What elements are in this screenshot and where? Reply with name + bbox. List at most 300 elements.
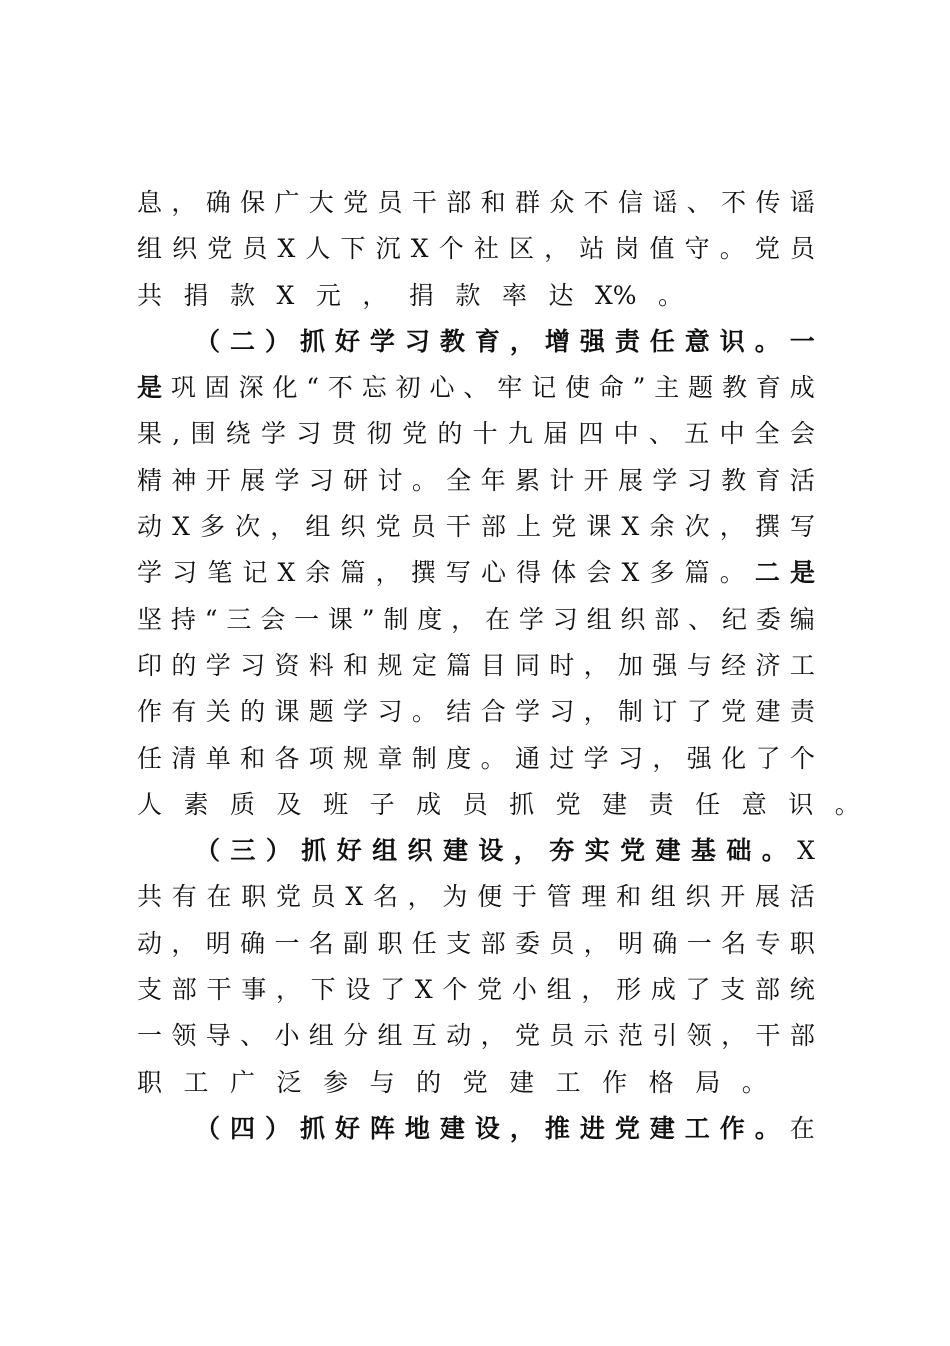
text-char: 人: [137, 789, 163, 819]
text-char: 一: [137, 1021, 163, 1051]
text-char: 值: [649, 234, 675, 264]
text-line: [137, 921, 815, 967]
text-line: [137, 504, 815, 550]
text-char: 分: [343, 1021, 369, 1051]
text-char: 任: [411, 928, 437, 958]
text-char: ，: [451, 604, 477, 634]
text-char: 名: [308, 928, 334, 958]
text-char: 织: [685, 882, 711, 912]
text-char: 识: [788, 789, 814, 819]
text-segment: [137, 1060, 138, 1061]
text-char: 织: [172, 234, 198, 264]
text-char: 研: [343, 465, 369, 495]
text-char: 年: [480, 465, 506, 495]
text-char: 记: [242, 558, 268, 588]
text-char: 班: [323, 789, 349, 819]
text-char: ，: [544, 234, 570, 264]
text-char: X: [276, 280, 295, 310]
bold-text-segment: [137, 365, 138, 366]
text-char: 习: [296, 419, 322, 449]
text-char: 明: [618, 928, 644, 958]
text-char: 社: [473, 234, 499, 264]
text-char: 编: [789, 604, 815, 634]
text-char: 成: [789, 373, 815, 403]
text-char: 中: [719, 419, 745, 449]
text-segment: [137, 689, 138, 690]
text-char: 学: [518, 604, 544, 634]
text-char: 任: [695, 789, 721, 819]
text-line: [137, 550, 815, 596]
bold-text-char: 推: [544, 1113, 570, 1143]
text-char: 开: [205, 465, 231, 495]
text-char: 率: [501, 280, 527, 310]
text-char: 会: [586, 558, 612, 588]
text-segment: [137, 411, 138, 412]
text-char: 便: [477, 882, 503, 912]
text-char: 会: [789, 419, 815, 449]
text-char: 、: [648, 419, 674, 449]
text-char: 副: [343, 928, 369, 958]
text-char: ，: [480, 1021, 506, 1051]
text-char: 课: [586, 512, 612, 542]
text-char: 人: [305, 234, 331, 264]
text-char: 范: [618, 1021, 644, 1051]
text-char: 了: [755, 743, 781, 773]
text-char: ，: [721, 1021, 747, 1051]
text-segment: [137, 550, 138, 551]
text-char: 心: [429, 373, 455, 403]
text-char: ，: [171, 928, 197, 958]
text-char: 深: [238, 373, 264, 403]
text-char: 全: [446, 465, 472, 495]
text-char: 动: [137, 928, 163, 958]
text-char: 款: [230, 280, 256, 310]
text-char: 展: [755, 882, 781, 912]
text-char: 加: [618, 650, 644, 680]
text-char: 与: [686, 650, 712, 680]
text-segment: [137, 1106, 138, 1107]
text-char: 撰: [754, 512, 780, 542]
text-segment: [137, 504, 138, 505]
text-char: 在: [789, 1113, 815, 1143]
text-segment: [137, 458, 138, 459]
bold-text-char: 一: [789, 326, 815, 356]
text-char: 活: [789, 882, 815, 912]
text-char: 确: [652, 928, 678, 958]
text-line: [137, 597, 815, 643]
text-char: 形: [616, 975, 642, 1005]
text-char: 确: [205, 188, 231, 217]
text-char: 目: [480, 650, 506, 680]
text-char: 局: [695, 1067, 721, 1097]
bold-text-char: ，: [509, 1113, 535, 1143]
text-char: 广: [230, 1067, 256, 1097]
bold-text-char: 抓: [301, 836, 327, 866]
bold-text-char: 好: [336, 836, 362, 866]
text-char: 撰: [410, 558, 436, 588]
text-char: 规: [377, 650, 403, 680]
text-char: 下: [310, 975, 336, 1005]
bold-text-char: 三: [230, 836, 256, 866]
bold-text-char: 抓: [299, 1113, 325, 1143]
text-char: 一: [274, 928, 300, 958]
text-line: [137, 273, 815, 319]
text-char: 篇: [446, 650, 472, 680]
text-char: 组: [305, 512, 331, 542]
text-char: 部: [755, 975, 781, 1005]
text-char: 事: [241, 975, 267, 1005]
text-char: 建: [509, 1067, 535, 1097]
text-char: ，: [581, 975, 607, 1005]
bold-text-char: ，: [509, 326, 535, 356]
text-char: 化: [272, 373, 298, 403]
text-char: 计: [549, 465, 575, 495]
text-char: 题: [308, 697, 334, 727]
text-char: 持: [170, 604, 196, 634]
text-char: 干: [206, 975, 232, 1005]
text-char: 经: [721, 650, 747, 680]
bold-text-char: 夯: [549, 836, 575, 866]
text-char: 党: [343, 188, 369, 217]
text-char: 达: [548, 280, 574, 310]
text-char: 、: [240, 1021, 266, 1051]
text-char: 员: [242, 234, 268, 264]
text-char: 站: [579, 234, 605, 264]
text-char: 十: [472, 419, 498, 449]
text-char: 篇: [340, 558, 366, 588]
text-char: 工: [789, 650, 815, 680]
text-segment: [137, 921, 138, 922]
text-char: 不: [583, 188, 609, 217]
text-char: 展: [618, 465, 644, 495]
bold-text-char: 二: [229, 326, 255, 356]
bold-text-char: 是: [137, 373, 163, 403]
text-char: ，: [652, 743, 678, 773]
text-char: 绕: [225, 419, 251, 449]
text-char: 神: [171, 465, 197, 495]
text-char: 上: [516, 512, 542, 542]
text-char: 工: [555, 1067, 581, 1097]
bold-text-char: 识: [719, 326, 745, 356]
text-char: 领: [686, 1021, 712, 1051]
bold-text-char: 。: [754, 326, 780, 356]
bold-text-char: 二: [754, 558, 780, 588]
text-char: 大: [308, 188, 334, 217]
text-char: 员: [410, 512, 436, 542]
text-line: [137, 411, 815, 457]
text-char: 固: [204, 373, 230, 403]
text-char: 中: [613, 419, 639, 449]
text-segment: [137, 874, 138, 875]
text-segment: [137, 226, 138, 227]
text-char: 使: [564, 373, 590, 403]
text-char: X: [621, 558, 640, 588]
text-char: 信: [618, 188, 644, 217]
text-char: 学: [261, 419, 287, 449]
bold-text-char: 抓: [299, 326, 325, 356]
text-char: 制: [411, 743, 437, 773]
bold-text-segment: [137, 828, 138, 829]
text-char: 和: [240, 743, 266, 773]
text-char: 守: [684, 234, 710, 264]
text-char: 会: [260, 604, 286, 634]
bold-text-char: （: [195, 836, 221, 866]
bold-text-char: 阵: [369, 1113, 395, 1143]
text-line: [137, 874, 815, 920]
text-char: X%: [594, 280, 637, 310]
text-char: 组: [546, 975, 572, 1005]
text-char: 素: [183, 789, 209, 819]
text-char: 展: [240, 465, 266, 495]
text-char: 时: [549, 650, 575, 680]
text-char: 课: [327, 604, 353, 634]
bold-text-char: 学: [369, 326, 395, 356]
bold-text-char: 工: [684, 1113, 710, 1143]
text-char: 建: [602, 789, 628, 819]
text-line: [137, 319, 815, 365]
text-line: [137, 458, 815, 504]
text-char: ，: [375, 558, 401, 588]
text-char: 保: [240, 188, 266, 217]
text-char: 初: [395, 373, 421, 403]
text-char: 作: [137, 697, 163, 727]
text-char: 。: [719, 558, 745, 588]
text-char: 成: [416, 789, 442, 819]
text-char: 干: [445, 512, 471, 542]
text-char: 一: [294, 604, 320, 634]
text-char: 员: [377, 188, 403, 217]
text-char: 通: [514, 743, 540, 773]
text-char: 活: [789, 465, 815, 495]
text-line: [137, 1060, 815, 1106]
text-char: 作: [602, 1067, 628, 1097]
text-char: 育: [755, 373, 781, 403]
text-char: 题: [688, 373, 714, 403]
text-char: 区: [508, 234, 534, 264]
text-char: 部: [654, 604, 680, 634]
text-char: 清: [171, 743, 197, 773]
text-char: 学: [514, 697, 540, 727]
text-char: “: [204, 604, 218, 634]
text-char: ”: [632, 373, 646, 403]
text-char: 五: [684, 419, 710, 449]
bold-text-char: 任: [649, 326, 675, 356]
text-char: 和: [480, 188, 506, 217]
text-char: 干: [755, 1021, 781, 1051]
text-char: 学: [205, 650, 231, 680]
text-char: 得: [516, 558, 542, 588]
text-char: 育: [755, 465, 781, 495]
text-char: 成: [650, 975, 676, 1005]
text-char: X: [277, 558, 296, 588]
text-char: ，: [275, 975, 301, 1005]
text-char: 开: [720, 882, 746, 912]
text-char: 责: [648, 789, 674, 819]
text-line: [137, 226, 815, 272]
text-segment: [137, 643, 138, 644]
text-char: ，: [583, 928, 609, 958]
text-char: 名: [372, 882, 398, 912]
text-char: 果: [137, 419, 163, 449]
bold-text-char: 四: [229, 1113, 255, 1143]
text-char: 部: [171, 975, 197, 1005]
text-char: 笔: [207, 558, 233, 588]
text-segment: [137, 180, 138, 181]
text-char: 主: [654, 373, 680, 403]
text-char: 有: [171, 697, 197, 727]
text-char: 习: [686, 465, 712, 495]
text-char: 的: [171, 650, 197, 680]
bold-text-char: 教: [439, 326, 465, 356]
text-char: 写: [445, 558, 471, 588]
text-char: 习: [552, 604, 578, 634]
text-char: 届: [543, 419, 569, 449]
text-char: 一: [686, 928, 712, 958]
text-char: 篇: [684, 558, 710, 588]
text-char: 职: [241, 882, 267, 912]
bold-text-char: 建: [439, 1113, 465, 1143]
text-char: 讨: [377, 465, 403, 495]
text-line: [137, 1013, 815, 1059]
text-char: 。: [480, 743, 506, 773]
text-char: 为: [442, 882, 468, 912]
text-char: 导: [205, 1021, 231, 1051]
text-char: 息: [137, 188, 163, 217]
text-char: 制: [618, 697, 644, 727]
text-char: 同: [514, 650, 540, 680]
text-line: [137, 689, 815, 735]
text-char: 支: [446, 928, 472, 958]
text-char: 围: [190, 419, 216, 449]
text-line: [137, 1106, 815, 1152]
text-char: 支: [137, 975, 163, 1005]
text-char: 理: [581, 882, 607, 912]
text-char: 专: [755, 928, 781, 958]
text-char: X: [621, 512, 640, 542]
text-char: 党: [551, 512, 577, 542]
text-char: 教: [722, 373, 748, 403]
text-char: 示: [583, 1021, 609, 1051]
text-char: 传: [755, 188, 781, 217]
text-char: 谣: [789, 188, 815, 217]
text-char: 部: [789, 1021, 815, 1051]
text-char: X: [345, 882, 364, 912]
text-char: 设: [345, 975, 371, 1005]
text-char: 及: [276, 789, 302, 819]
text-char: 了: [686, 697, 712, 727]
text-char: 记: [531, 373, 557, 403]
bold-text-char: ）: [264, 1113, 290, 1143]
text-segment: [137, 365, 138, 366]
text-char: 动: [446, 1021, 472, 1051]
text-char: 抓: [509, 789, 535, 819]
text-char: 岗: [614, 234, 640, 264]
text-char: 牢: [497, 373, 523, 403]
text-char: 教: [721, 465, 747, 495]
text-char: 写: [789, 512, 815, 542]
text-char: 确: [240, 928, 266, 958]
text-char: 捐: [183, 280, 209, 310]
text-char: 款: [455, 280, 481, 310]
text-char: 纪: [722, 604, 748, 634]
text-char: 党: [754, 234, 780, 264]
text-char: 党: [375, 512, 401, 542]
bold-text-char: 。: [754, 1113, 780, 1143]
text-char: 员: [310, 882, 336, 912]
text-char: 关: [205, 697, 231, 727]
text-char: 资: [274, 650, 300, 680]
text-char: 多: [200, 512, 226, 542]
text-char: 彻: [366, 419, 392, 449]
text-char: 。: [411, 465, 437, 495]
text-char: 党: [402, 419, 428, 449]
text-char: 干: [411, 188, 437, 217]
text-char: 组: [308, 1021, 334, 1051]
text-char: 捐: [408, 280, 434, 310]
text-char: 习: [172, 558, 198, 588]
text-char: ，: [171, 188, 197, 217]
text-segment: [137, 828, 138, 829]
text-char: 次: [235, 512, 261, 542]
bold-text-char: ）: [264, 326, 290, 356]
text-char: 部: [480, 928, 506, 958]
text-char: 动: [137, 512, 163, 542]
document-body: [137, 180, 860, 1152]
text-char: ,: [172, 419, 181, 449]
text-char: 不: [327, 373, 353, 403]
bold-text-char: 意: [684, 326, 710, 356]
bold-text-char: 党: [614, 1113, 640, 1143]
bold-text-char: ，: [513, 836, 539, 866]
text-line: [137, 643, 815, 689]
text-char: ，: [270, 512, 296, 542]
bold-text-char: 好: [334, 326, 360, 356]
text-char: 部: [481, 512, 507, 542]
text-char: 广: [274, 188, 300, 217]
text-char: 三: [226, 604, 252, 634]
text-char: 党: [207, 234, 233, 264]
text-char: 强: [652, 650, 678, 680]
text-char: 参: [323, 1067, 349, 1097]
text-char: 在: [484, 604, 510, 634]
text-char: 化: [721, 743, 747, 773]
text-segment: [137, 782, 138, 783]
bold-text-char: 是: [789, 558, 815, 588]
text-line: [137, 180, 815, 226]
text-char: 党: [462, 1067, 488, 1097]
text-char: 和: [343, 650, 369, 680]
text-char: 在: [206, 882, 232, 912]
text-char: 济: [755, 650, 781, 680]
bold-text-char: 育: [474, 326, 500, 356]
text-char: 的: [437, 419, 463, 449]
text-char: 定: [411, 650, 437, 680]
bold-text-char: 好: [334, 1113, 360, 1143]
text-char: 贯: [331, 419, 357, 449]
text-char: 各: [274, 743, 300, 773]
text-char: 组: [650, 882, 676, 912]
text-char: 习: [308, 465, 334, 495]
text-char: 建: [755, 697, 781, 727]
bold-text-char: 建: [442, 836, 468, 866]
text-char: 组: [377, 1021, 403, 1051]
text-char: 责: [789, 697, 815, 727]
text-char: 巩: [170, 373, 196, 403]
text-line: [137, 967, 815, 1013]
text-char: 学: [137, 558, 163, 588]
text-char: 。: [741, 1067, 767, 1097]
text-char: 度: [417, 604, 443, 634]
